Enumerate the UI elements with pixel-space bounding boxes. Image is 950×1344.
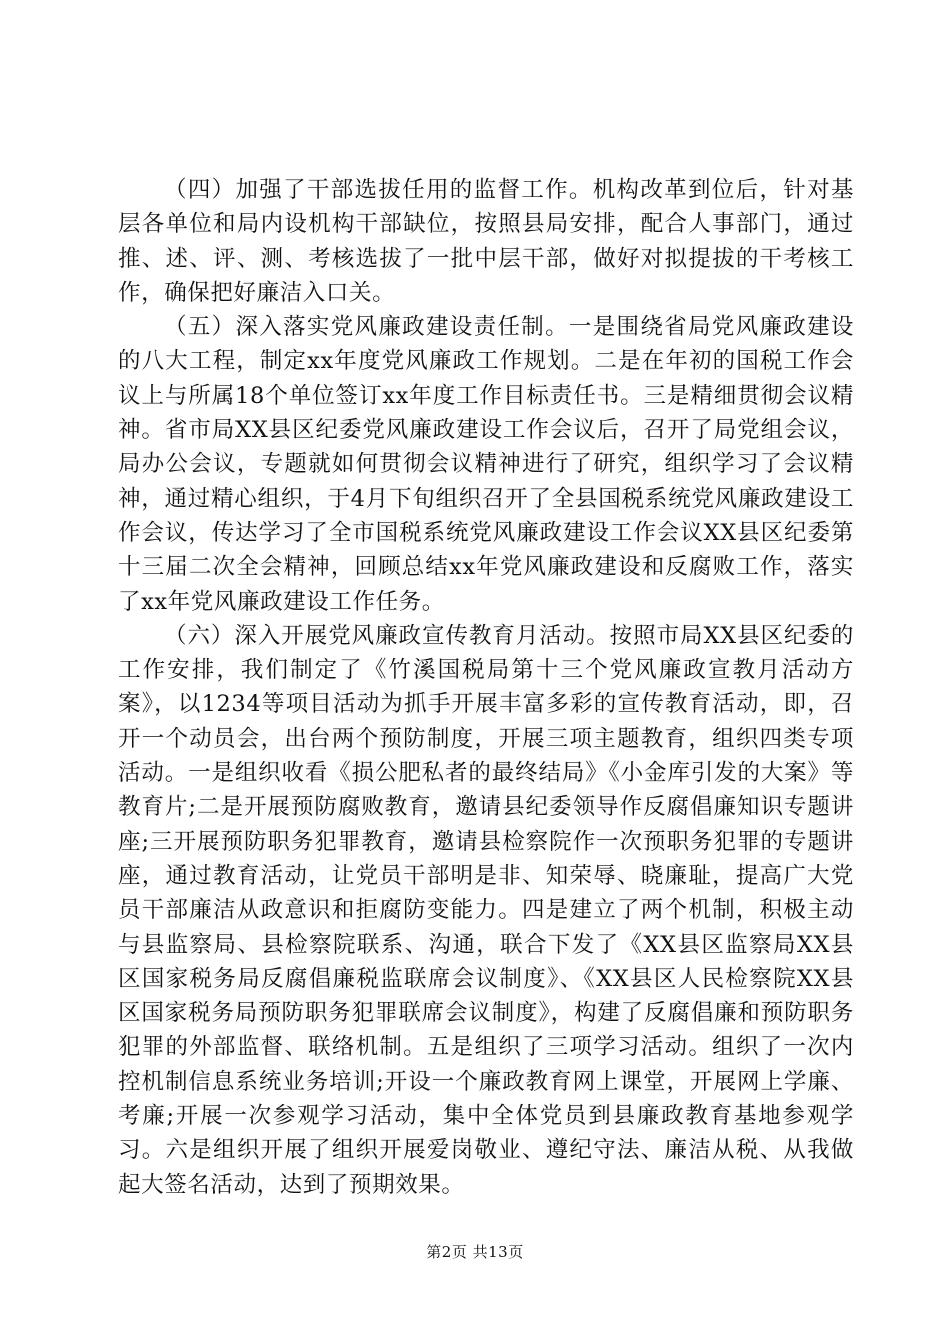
page-number-footer: 第2页 共13页	[426, 1243, 524, 1261]
paragraph-4: （四）加强了干部选拔任用的监督工作。机构改革到位后，针对基层各单位和局内设机构干部缺位，按照县局安排，配合人事部门，通过推、述、评、测、考核选拔了一批中层干部，做好对拟提拔的干考核工作，确保把好廉洁入口关。	[118, 177, 854, 306]
paragraph-5: （五）深入落实党风廉政建设责任制。一是围绕省局党风廉政建设的八大工程，制定xx年度党风廉政工作规划。二是在年初的国税工作会议上与所属18个单位签订xx年度工作目标责任书。三是精细贯彻会议精神。省市局XX县区纪委党风廉政建设工作会议后，召开了局党组会议，局办公会议，专题就如何贯彻会议精神进行了研究，组织学习了会议精神，通过精心组织，于4月下旬组织召开了全县国税系统党风廉政建设工作会议，传达学习了全市国税系统党风廉政建设工作会议XX县区纪委第十三届二次全会精神，回顾总结xx年党风廉政建设和反腐败工作，落实了xx年党风廉政建设工作任务。	[118, 314, 854, 615]
document-body	[118, 173, 854, 1202]
paragraph-6: （六）深入开展党风廉政宣传教育月活动。按照市局XX县区纪委的工作安排，我们制定了《竹溪国税局第十三个党风廉政宣教月活动方案》，以1234等项目活动为抓手开展丰富多彩的宣传教育活动，即，召开一个动员会，出台两个预防制度，开展三项主题教育，组织四类专项活动。一是组织收看《损公肥私者的最终结局》《小金库引发的大案》等教育片;二是开展预防腐败教育，邀请县纪委领导作反腐倡廉知识专题讲座;三开展预防职务犯罪教育，邀请县检察院作一次预职务犯罪的专题讲座，通过教育活动，让党员干部明是非、知荣辱、晓廉耻，提高广大党员干部廉洁从政意识和拒腐防变能力。四是建立了两个机制，积极主动与县监察局、县检察院联系、沟通，联合下发了《XX县区监察局XX县区国家税务局反腐倡廉税监联席会议制度》、《XX县区人民检察院XX县区国家税务局预防职务犯罪联席会议制度》，构建了反腐倡廉和预防职务犯罪的外部监督、联络机制。五是组织了三项学习活动。组织了一次内控机制信息系统业务培训;开设一个廉政教育网上课堂，开展网上学廉、考廉;开展一次参观学习活动，集中全体党员到县廉政教育基地参观学习。六是组织开展了组织开展爱岗敬业、遵纪守法、廉洁从税、从我做起大签名活动，达到了预期效果。	[118, 622, 854, 1198]
